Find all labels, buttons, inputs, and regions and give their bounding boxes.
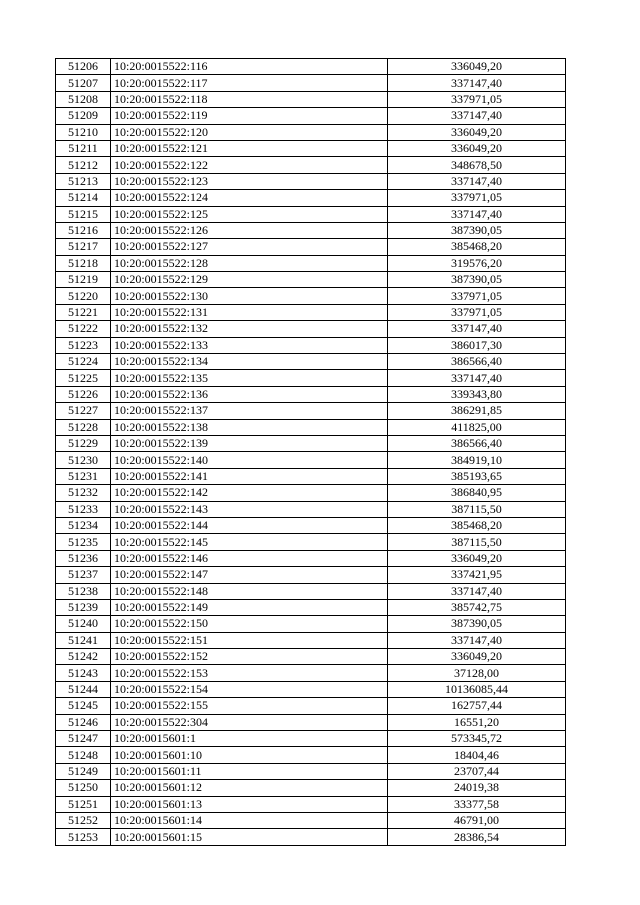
table-row [56,370,566,386]
cadastral-number-cell: 10:20:0015522:151 [111,632,388,648]
value-cell: 37128,00 [388,665,566,681]
cadastral-number-cell: 10:20:0015522:146 [111,550,388,566]
table-row [56,599,566,615]
cadastral-number-cell: 10:20:0015522:136 [111,386,388,402]
value-cell: 385742,75 [388,599,566,615]
table-row [56,419,566,435]
table-body [56,59,566,846]
value-cell: 337147,40 [388,370,566,386]
table-row [56,829,566,845]
row-number-cell: 51230 [56,452,111,468]
value-cell: 411825,00 [388,419,566,435]
value-cell: 337147,40 [388,108,566,124]
value-cell: 18404,46 [388,747,566,763]
value-cell: 336049,20 [388,649,566,665]
cadastral-number-cell: 10:20:0015522:127 [111,239,388,255]
cadastral-number-cell: 10:20:0015522:137 [111,403,388,419]
value-cell: 336049,20 [388,124,566,140]
table-row [56,501,566,517]
row-number-cell: 51238 [56,583,111,599]
value-cell: 573345,72 [388,731,566,747]
cadastral-number-cell: 10:20:0015522:141 [111,468,388,484]
table-row [56,337,566,353]
cadastral-number-cell: 10:20:0015601:1 [111,731,388,747]
row-number-cell: 51221 [56,304,111,320]
value-cell: 337971,05 [388,288,566,304]
value-cell: 10136085,44 [388,681,566,697]
value-cell: 386291,85 [388,403,566,419]
table-row [56,698,566,714]
row-number-cell: 51228 [56,419,111,435]
row-number-cell: 51219 [56,272,111,288]
table-row [56,91,566,107]
cadastral-number-cell: 10:20:0015522:119 [111,108,388,124]
value-cell: 337421,95 [388,567,566,583]
table-row [56,583,566,599]
value-cell: 16551,20 [388,714,566,730]
row-number-cell: 51236 [56,550,111,566]
table-row [56,812,566,828]
value-cell: 386017,30 [388,337,566,353]
value-cell: 387390,05 [388,272,566,288]
value-cell: 28386,54 [388,829,566,845]
row-number-cell: 51248 [56,747,111,763]
row-number-cell: 51207 [56,75,111,91]
table-row [56,108,566,124]
table-row [56,747,566,763]
value-cell: 387115,50 [388,501,566,517]
table-row [56,59,566,75]
cadastral-number-cell: 10:20:0015522:128 [111,255,388,271]
cadastral-number-cell: 10:20:0015601:13 [111,796,388,812]
value-cell: 337147,40 [388,75,566,91]
cadastral-number-cell: 10:20:0015522:143 [111,501,388,517]
cadastral-number-cell: 10:20:0015522:118 [111,91,388,107]
row-number-cell: 51220 [56,288,111,304]
cadastral-number-cell: 10:20:0015601:10 [111,747,388,763]
cadastral-number-cell: 10:20:0015522:122 [111,157,388,173]
row-number-cell: 51209 [56,108,111,124]
table-row [56,304,566,320]
cadastral-number-cell: 10:20:0015522:155 [111,698,388,714]
row-number-cell: 51245 [56,698,111,714]
value-cell: 385468,20 [388,517,566,533]
table-row [56,780,566,796]
value-cell: 162757,44 [388,698,566,714]
row-number-cell: 51208 [56,91,111,107]
cadastral-number-cell: 10:20:0015522:121 [111,140,388,156]
cadastral-number-cell: 10:20:0015522:132 [111,321,388,337]
table-row [56,124,566,140]
row-number-cell: 51225 [56,370,111,386]
table-row [56,222,566,238]
cadastral-number-cell: 10:20:0015522:147 [111,567,388,583]
cadastral-number-cell: 10:20:0015522:125 [111,206,388,222]
table-row [56,550,566,566]
cadastral-number-cell: 10:20:0015601:12 [111,780,388,796]
row-number-cell: 51242 [56,649,111,665]
row-number-cell: 51216 [56,222,111,238]
cadastral-number-cell: 10:20:0015522:148 [111,583,388,599]
row-number-cell: 51217 [56,239,111,255]
cadastral-number-cell: 10:20:0015522:131 [111,304,388,320]
table-row [56,534,566,550]
table-row [56,255,566,271]
cadastral-number-cell: 10:20:0015522:138 [111,419,388,435]
table-row [56,403,566,419]
value-cell: 386566,40 [388,435,566,451]
cadastral-number-cell: 10:20:0015522:129 [111,272,388,288]
cadastral-number-cell: 10:20:0015522:134 [111,354,388,370]
table-row [56,763,566,779]
table-row [56,272,566,288]
value-cell: 46791,00 [388,812,566,828]
cadastral-number-cell: 10:20:0015522:140 [111,452,388,468]
cadastral-number-cell: 10:20:0015601:15 [111,829,388,845]
row-number-cell: 51215 [56,206,111,222]
value-cell: 33377,58 [388,796,566,812]
row-number-cell: 51231 [56,468,111,484]
value-cell: 387390,05 [388,616,566,632]
value-cell: 24019,38 [388,780,566,796]
table-row [56,75,566,91]
row-number-cell: 51218 [56,255,111,271]
row-number-cell: 51239 [56,599,111,615]
table-row [56,288,566,304]
table-row [56,435,566,451]
row-number-cell: 51240 [56,616,111,632]
row-number-cell: 51224 [56,354,111,370]
value-cell: 387115,50 [388,534,566,550]
row-number-cell: 51223 [56,337,111,353]
table-row [56,386,566,402]
row-number-cell: 51210 [56,124,111,140]
table-row [56,632,566,648]
table-row [56,714,566,730]
cadastral-number-cell: 10:20:0015522:117 [111,75,388,91]
table-row [56,173,566,189]
value-cell: 337971,05 [388,190,566,206]
row-number-cell: 51226 [56,386,111,402]
cadastral-number-cell: 10:20:0015522:130 [111,288,388,304]
cadastral-number-cell: 10:20:0015601:14 [111,812,388,828]
row-number-cell: 51222 [56,321,111,337]
row-number-cell: 51213 [56,173,111,189]
row-number-cell: 51243 [56,665,111,681]
row-number-cell: 51247 [56,731,111,747]
cadastral-number-cell: 10:20:0015522:152 [111,649,388,665]
row-number-cell: 51252 [56,812,111,828]
table-row [56,665,566,681]
table-row [56,468,566,484]
table-row [56,485,566,501]
table-row [56,190,566,206]
row-number-cell: 51212 [56,157,111,173]
value-cell: 386840,95 [388,485,566,501]
table-row [56,567,566,583]
row-number-cell: 51241 [56,632,111,648]
value-cell: 387390,05 [388,222,566,238]
value-cell: 386566,40 [388,354,566,370]
row-number-cell: 51234 [56,517,111,533]
table-row [56,157,566,173]
cadastral-number-cell: 10:20:0015522:304 [111,714,388,730]
row-number-cell: 51250 [56,780,111,796]
table-row [56,452,566,468]
cadastral-number-cell: 10:20:0015522:144 [111,517,388,533]
cadastral-number-cell: 10:20:0015601:11 [111,763,388,779]
value-cell: 337147,40 [388,583,566,599]
table-row [56,616,566,632]
table-row [56,681,566,697]
table-row [56,649,566,665]
table-row [56,517,566,533]
value-cell: 385193,65 [388,468,566,484]
row-number-cell: 51253 [56,829,111,845]
value-cell: 348678,50 [388,157,566,173]
row-number-cell: 51211 [56,140,111,156]
row-number-cell: 51249 [56,763,111,779]
cadastral-number-cell: 10:20:0015522:126 [111,222,388,238]
table-row [56,140,566,156]
row-number-cell: 51214 [56,190,111,206]
value-cell: 337147,40 [388,632,566,648]
cadastral-number-cell: 10:20:0015522:154 [111,681,388,697]
value-cell: 337147,40 [388,206,566,222]
cadastral-number-cell: 10:20:0015522:153 [111,665,388,681]
table-row [56,321,566,337]
row-number-cell: 51232 [56,485,111,501]
cadastral-number-cell: 10:20:0015522:150 [111,616,388,632]
row-number-cell: 51227 [56,403,111,419]
table-row [56,206,566,222]
value-cell: 319576,20 [388,255,566,271]
cadastral-number-cell: 10:20:0015522:124 [111,190,388,206]
cadastral-number-cell: 10:20:0015522:142 [111,485,388,501]
value-cell: 23707,44 [388,763,566,779]
cadastral-number-cell: 10:20:0015522:149 [111,599,388,615]
cadastral-number-cell: 10:20:0015522:116 [111,59,388,75]
value-cell: 336049,20 [388,59,566,75]
value-cell: 336049,20 [388,550,566,566]
cadastral-number-cell: 10:20:0015522:133 [111,337,388,353]
cadastral-number-cell: 10:20:0015522:123 [111,173,388,189]
cadastral-number-cell: 10:20:0015522:139 [111,435,388,451]
table-row [56,239,566,255]
row-number-cell: 51229 [56,435,111,451]
table-row [56,354,566,370]
row-number-cell: 51237 [56,567,111,583]
value-cell: 384919,10 [388,452,566,468]
value-cell: 337147,40 [388,173,566,189]
value-cell: 336049,20 [388,140,566,156]
table-row [56,796,566,812]
table-row [56,731,566,747]
row-number-cell: 51246 [56,714,111,730]
row-number-cell: 51206 [56,59,111,75]
cadastral-number-cell: 10:20:0015522:145 [111,534,388,550]
cadastral-number-cell: 10:20:0015522:120 [111,124,388,140]
row-number-cell: 51244 [56,681,111,697]
row-number-cell: 51251 [56,796,111,812]
cadastral-number-cell: 10:20:0015522:135 [111,370,388,386]
value-cell: 337971,05 [388,91,566,107]
cadastral-value-table [55,58,566,846]
row-number-cell: 51233 [56,501,111,517]
row-number-cell: 51235 [56,534,111,550]
value-cell: 385468,20 [388,239,566,255]
value-cell: 339343,80 [388,386,566,402]
value-cell: 337147,40 [388,321,566,337]
value-cell: 337971,05 [388,304,566,320]
